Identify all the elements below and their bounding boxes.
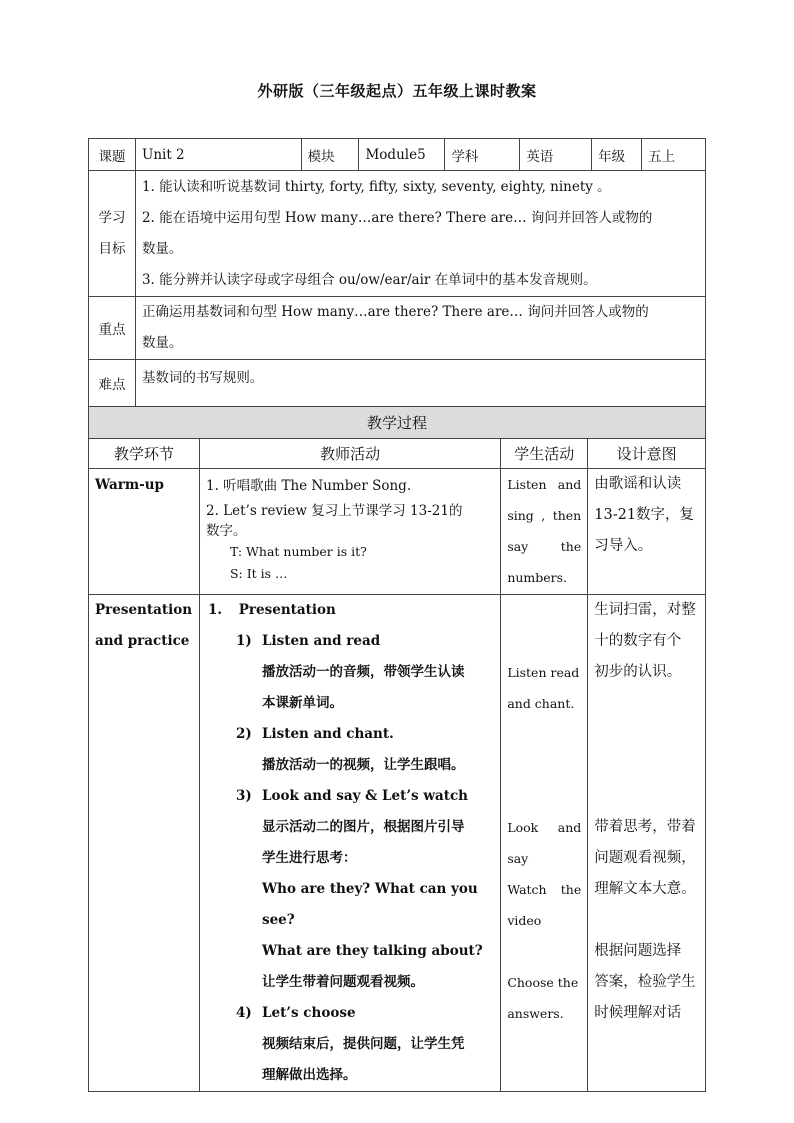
item-line: 显示活动二的图片，根据图片引导 bbox=[261, 819, 465, 835]
process-title-row bbox=[89, 407, 706, 439]
intent-line: 理解文本大意。 bbox=[594, 881, 696, 897]
warmup-row bbox=[89, 469, 706, 595]
student-line: video bbox=[507, 913, 542, 928]
student-line: Choose the bbox=[507, 975, 579, 990]
heading-text: Presentation bbox=[238, 602, 336, 618]
intent-line: 时候理解对话 bbox=[594, 1005, 682, 1021]
intent-line: 答案，检验学生 bbox=[594, 974, 696, 990]
presentation-stage bbox=[89, 595, 200, 1092]
warmup-teacher-line: T: What number is it? bbox=[229, 544, 367, 559]
item-line: 播放活动一的视频，让学生跟唱。 bbox=[261, 757, 465, 773]
item-line: What are they talking about? bbox=[261, 943, 483, 959]
student-line: say bbox=[507, 851, 529, 866]
goals-label-line2: 目标 bbox=[98, 240, 126, 257]
teacher-item bbox=[206, 719, 494, 750]
item-line: 理解做出选择。 bbox=[261, 1067, 357, 1083]
difficulty-row bbox=[89, 360, 706, 407]
col-student: 学生活动 bbox=[501, 439, 588, 469]
item-line: Who are they? What can you see? bbox=[261, 881, 478, 928]
item-title: Listen and chant. bbox=[261, 726, 394, 742]
heading-number: 1. bbox=[207, 602, 223, 618]
student-line: answers. bbox=[507, 1006, 564, 1021]
teacher-item bbox=[206, 781, 494, 812]
col-teacher: 教师活动 bbox=[199, 439, 500, 469]
grade-value: 五上 bbox=[642, 139, 706, 171]
warmup-teacher-line: 1. 听唱歌曲 The Number Song. bbox=[205, 478, 412, 494]
process-title: 教学过程 bbox=[89, 407, 706, 439]
presentation-stage-line: Presentation bbox=[95, 602, 193, 618]
item-line: 视频结束后，提供问题，让学生凭 bbox=[261, 1036, 465, 1052]
item-title: Listen and read bbox=[261, 633, 381, 649]
goal-line: 2. 能在语境中运用句型 How many…are there? There are… 询问并回答人或物的 bbox=[141, 209, 653, 226]
goals-label-line1: 学习 bbox=[98, 209, 126, 226]
warmup-student bbox=[501, 469, 588, 595]
item-number: 1) bbox=[235, 633, 252, 649]
item-number: 4) bbox=[235, 1005, 252, 1021]
col-intent: 设计意图 bbox=[588, 439, 706, 469]
student-line: Listen read bbox=[507, 665, 580, 680]
student-line: Watch the bbox=[507, 882, 582, 897]
goal-line: 数量。 bbox=[141, 240, 183, 257]
warmup-student-line: Listen and bbox=[507, 477, 582, 492]
goals-label bbox=[89, 171, 136, 297]
item-title: Look and say & Let’s watch bbox=[261, 788, 468, 804]
warmup-teacher-line: 2. Let’s review 复习上节课学习 13-21的 bbox=[205, 503, 463, 519]
key-point-line: 数量。 bbox=[141, 335, 183, 351]
intent-line: 十的数字有个 bbox=[594, 633, 682, 649]
student-line: Look and bbox=[507, 820, 582, 835]
teacher-item bbox=[206, 998, 494, 1029]
presentation-student bbox=[501, 595, 588, 1092]
module-value: Module5 bbox=[359, 139, 445, 171]
warmup-intent-line: 13-21数字，复 bbox=[594, 507, 695, 523]
teaching-process-table bbox=[88, 406, 706, 1092]
item-line: 让学生带着问题观看视频。 bbox=[261, 974, 424, 990]
presentation-teacher bbox=[199, 595, 500, 1092]
goals-row bbox=[89, 171, 706, 297]
subject-value: 英语 bbox=[520, 139, 592, 171]
warmup-teacher bbox=[199, 469, 500, 595]
intent-line: 带着思考，带着 bbox=[594, 819, 696, 835]
topic-label: 课题 bbox=[89, 139, 136, 171]
key-point-content bbox=[135, 297, 705, 360]
warmup-intent-line: 由歌谣和认读 bbox=[594, 476, 682, 492]
warmup-student-line: numbers. bbox=[507, 570, 568, 585]
module-label: 模块 bbox=[301, 139, 359, 171]
presentation-intent bbox=[588, 595, 706, 1092]
intent-line: 初步的认识。 bbox=[594, 664, 682, 680]
document-title: 外研版（三年级起点）五年级上课时教案 bbox=[257, 82, 537, 100]
col-stage: 教学环节 bbox=[89, 439, 200, 469]
warmup-intent-line: 习导入。 bbox=[594, 538, 653, 554]
item-line: 播放活动一的音频，带领学生认读 bbox=[261, 664, 465, 680]
difficulty-content: 基数词的书写规则。 bbox=[135, 360, 705, 407]
lesson-info-table bbox=[88, 138, 706, 407]
presentation-stage-line: and practice bbox=[95, 633, 190, 649]
item-line: 本课新单词。 bbox=[261, 695, 343, 711]
intent-line: 生词扫雷，对整 bbox=[594, 602, 696, 618]
teacher-item bbox=[206, 626, 494, 657]
header-row bbox=[89, 139, 706, 171]
warmup-teacher-line: S: It is … bbox=[229, 566, 288, 581]
item-line: 学生进行思考： bbox=[261, 850, 357, 866]
student-line: and chant. bbox=[507, 696, 575, 711]
key-point-label: 重点 bbox=[89, 297, 136, 360]
item-number: 3) bbox=[235, 788, 252, 804]
key-point-row bbox=[89, 297, 706, 360]
warmup-stage: Warm-up bbox=[89, 469, 200, 595]
goal-line: 3. 能分辨并认读字母或字母组合 ou/ow/ear/air 在单词中的基本发音规则。 bbox=[141, 271, 597, 288]
presentation-heading bbox=[206, 595, 494, 626]
warmup-teacher-line: 数字。 bbox=[205, 523, 247, 539]
item-number: 2) bbox=[235, 726, 252, 742]
warmup-intent bbox=[588, 469, 706, 595]
goal-line: 1. 能认读和听说基数词 thirty, forty, fifty, sixty, seventy, eighty, ninety 。 bbox=[141, 178, 611, 195]
warmup-student-line: sing , then bbox=[507, 508, 582, 523]
goals-content bbox=[135, 171, 705, 297]
subject-label: 学科 bbox=[445, 139, 520, 171]
topic-value: Unit 2 bbox=[135, 139, 301, 171]
difficulty-label: 难点 bbox=[89, 360, 136, 407]
item-title: Let’s choose bbox=[261, 1005, 356, 1021]
intent-line: 根据问题选择 bbox=[594, 943, 682, 959]
key-point-line: 正确运用基数词和句型 How many…are there? There are… 询问并回答人或物的 bbox=[141, 304, 649, 320]
presentation-row bbox=[89, 595, 706, 1092]
warmup-student-line: say the bbox=[507, 539, 582, 554]
grade-label: 年级 bbox=[592, 139, 642, 171]
process-header-row bbox=[89, 439, 706, 469]
intent-line: 问题观看视频， bbox=[594, 850, 696, 866]
